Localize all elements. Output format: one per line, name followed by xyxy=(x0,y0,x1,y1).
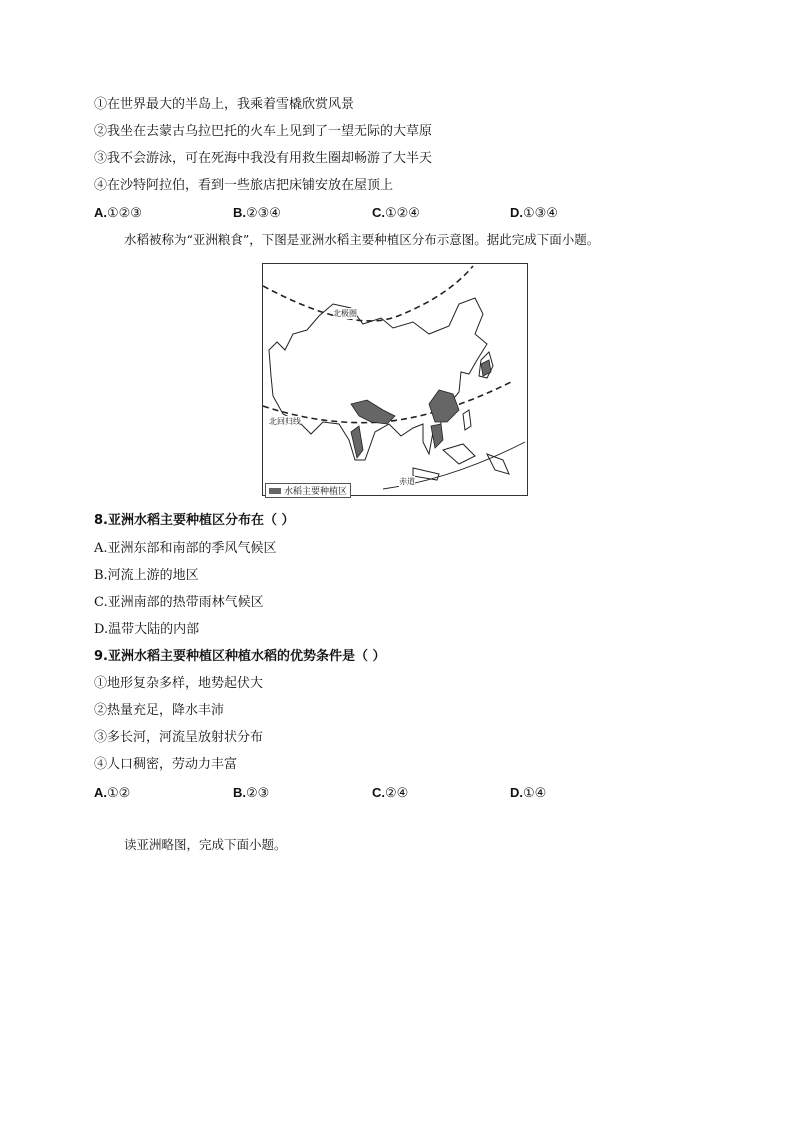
q9-option-d[interactable]: D.①④ xyxy=(510,785,547,801)
rice-area-ganges xyxy=(351,400,395,424)
q9-option-b[interactable]: B.②③ xyxy=(233,785,270,801)
rice-intro: 水稻被称为“亚洲粮食”，下图是亚洲水稻主要种植区分布示意图。据此完成下面小题。 xyxy=(124,232,600,247)
rice-area-indochina xyxy=(431,424,443,448)
q7-statement-3: ③我不会游泳，可在死海中我没有用救生圈却畅游了大半天 xyxy=(94,151,433,166)
rice-area-china-south xyxy=(429,390,459,422)
q8-choice-b[interactable]: B.河流上游的地区 xyxy=(94,568,199,583)
asia-map-intro: 读亚洲略图，完成下面小题。 xyxy=(124,837,287,852)
q9-option-a[interactable]: A.①② xyxy=(94,785,131,801)
tropic-label: 北回归线 xyxy=(269,417,301,426)
arctic-circle-line xyxy=(263,266,473,321)
map-legend xyxy=(265,483,351,498)
q7-option-b[interactable]: B.②③④ xyxy=(233,205,281,221)
equator-label: 赤道 xyxy=(399,477,415,486)
new-guinea-island xyxy=(487,454,509,474)
map-drawing xyxy=(263,264,527,495)
q8-choice-a[interactable]: A.亚洲东部和南部的季风气候区 xyxy=(94,541,277,556)
philippines-island xyxy=(463,410,471,430)
q9-statement-4: ④人口稠密，劳动力丰富 xyxy=(94,757,238,772)
asia-rice-map xyxy=(262,263,528,496)
q7-statement-1: ①在世界最大的半岛上，我乘着雪橇欣赏风景 xyxy=(94,97,355,112)
q9-statement-2: ②热量充足，降水丰沛 xyxy=(94,703,225,718)
legend-label: 水稻主要种植区 xyxy=(284,487,348,497)
legend-swatch xyxy=(269,488,281,494)
borneo-island xyxy=(443,444,475,464)
q7-options xyxy=(94,205,714,223)
q7-statement-4: ④在沙特阿拉伯，看到一些旅店把床铺安放在屋顶上 xyxy=(94,178,394,193)
q7-option-c[interactable]: C.①②④ xyxy=(372,205,420,221)
q8-choice-c[interactable]: C.亚洲南部的热带雨林气候区 xyxy=(94,595,264,610)
q9-option-c[interactable]: C.②④ xyxy=(372,785,409,801)
q7-option-a[interactable]: A.①②③ xyxy=(94,205,142,221)
arctic-circle-label: 北极圈 xyxy=(333,309,357,318)
q7-statement-2: ②我坐在去蒙古乌拉巴托的火车上见到了一望无际的大草原 xyxy=(94,124,433,139)
q9-stem: 9.亚洲水稻主要种植区种植水稻的优势条件是（ ） xyxy=(94,649,386,664)
q8-stem: 8.亚洲水稻主要种植区分布在（ ） xyxy=(94,513,295,528)
q9-statement-1: ①地形复杂多样，地势起伏大 xyxy=(94,676,264,691)
q8-choice-d[interactable]: D.温带大陆的内部 xyxy=(94,622,200,637)
q7-option-d[interactable]: D.①③④ xyxy=(510,205,558,221)
asia-coastline xyxy=(269,298,487,460)
q9-options xyxy=(94,785,714,803)
q9-statement-3: ③多长河，河流呈放射状分布 xyxy=(94,730,264,745)
